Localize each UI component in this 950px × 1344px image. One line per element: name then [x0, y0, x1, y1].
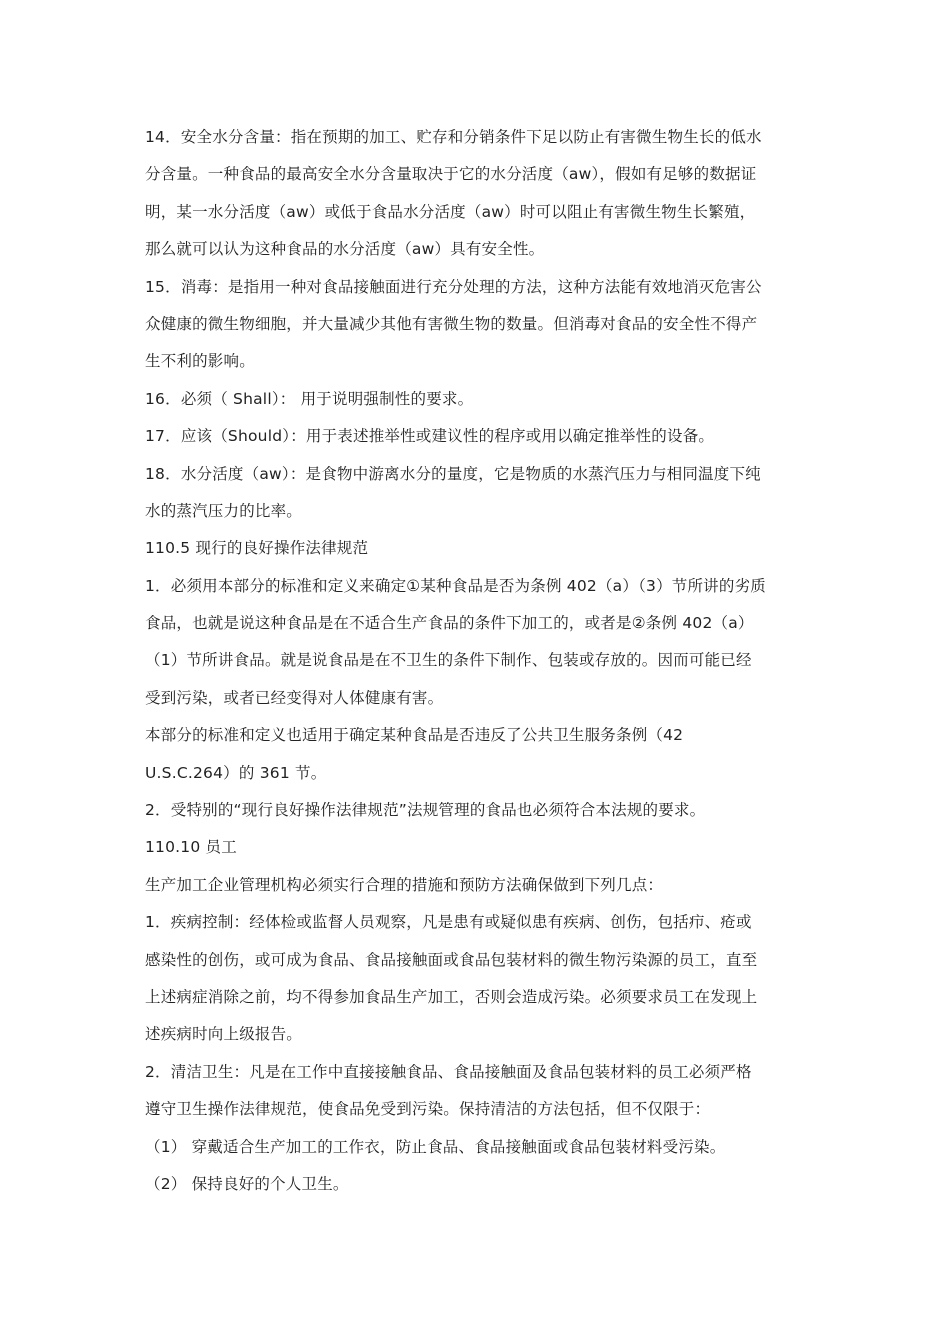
text-line: 14．安全水分含量：指在预期的加工、贮存和分销条件下足以防止有害微生物生长的低水: [145, 128, 762, 146]
text-line: 2．清洁卫生：凡是在工作中直接接触食品、食品接触面及食品包装材料的员工必须严格: [145, 1062, 752, 1081]
text-line: 2．受特别的“现行良好操作法律规范”法规管理的食品也必须符合本法规的要求。: [145, 801, 706, 820]
text-line: 1．必须用本部分的标准和定义来确定①某种食品是否为条例 402（a）（3）节所讲的劣质: [145, 576, 766, 595]
text-line: 水的蒸汽压力的比率。: [145, 501, 303, 520]
text-line: 1．疾病控制：经体检或监督人员观察，凡是患有或疑似患有疾病、创伤，包括疖、疮或: [145, 913, 752, 932]
text-line: 众健康的微生物细胞，并大量减少其他有害微生物的数量。但消毒对食品的安全性不得产: [145, 314, 758, 333]
text-line: 那么就可以认为这种食品的水分活度（aw）具有安全性。: [145, 240, 545, 259]
document-body: [145, 119, 813, 1203]
section-heading: 110.10 员工: [145, 838, 237, 857]
text-line: 16．必须（ Shall）： 用于说明强制性的要求。: [145, 389, 474, 408]
section-heading: 110.5 现行的良好操作法律规范: [145, 539, 369, 558]
text-line: 遵守卫生操作法律规范，使食品免受到污染。保持清洁的方法包括，但不仅限于：: [145, 1100, 711, 1119]
text-line: 分含量。一种食品的最高安全水分含量取决于它的水分活度（aw），假如有足够的数据证: [145, 165, 757, 184]
text-line: 上述病症消除之前，均不得参加食品生产加工，否则会造成污染。必须要求员工在发现上: [145, 987, 758, 1006]
text-line: 生产加工企业管理机构必须实行合理的措施和预防方法确保做到下列几点：: [145, 875, 664, 894]
text-line: 18．水分活度（aw）：是食物中游离水分的量度，它是物质的水蒸汽压力与相同温度下纯: [145, 464, 761, 483]
text-line: （1） 穿戴适合生产加工的工作衣，防止食品、食品接触面或食品包装材料受污染。: [145, 1137, 726, 1156]
text-line: 述疾病时向上级报告。: [145, 1025, 303, 1044]
text-line: （1）节所讲食品。就是说食品是在不卫生的条件下制作、包装或存放的。因而可能已经: [145, 651, 752, 670]
text-line: 生不利的影响。: [145, 352, 255, 371]
text-line: 17．应该（Should）：用于表述推举性或建议性的程序或用以确定推举性的设备。: [145, 427, 715, 446]
text-line: 15．消毒：是指用一种对食品接触面进行充分处理的方法，这种方法能有效地消灭危害公: [145, 277, 762, 296]
text-line: U.S.C.264）的 361 节。: [145, 763, 327, 782]
text-line: 感染性的创伤，或可成为食品、食品接触面或食品包装材料的微生物污染源的员工，直至: [145, 950, 758, 969]
text-line: 本部分的标准和定义也适用于确定某种食品是否违反了公共卫生服务条例（42: [145, 726, 684, 745]
text-line: 明，某一水分活度（aw）或低于食品水分活度（aw）时可以阻止有害微生物生长繁殖，: [145, 202, 756, 221]
text-line: （2） 保持良好的个人卫生。: [145, 1174, 349, 1193]
text-line: 受到污染，或者已经变得对人体健康有害。: [145, 688, 444, 707]
text-line: 食品，也就是说这种食品是在不适合生产食品的条件下加工的，或者是②条例 402（a）: [145, 614, 754, 633]
